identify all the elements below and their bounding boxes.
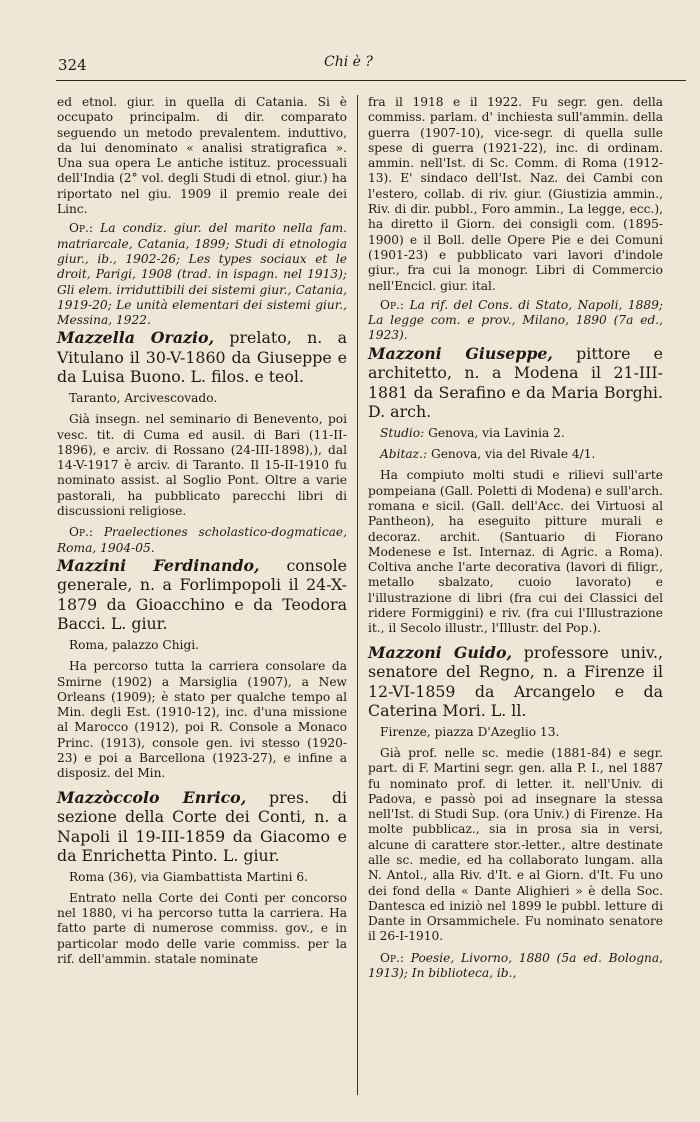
right-column [368,95,663,981]
op-list [57,525,347,556]
entry-heading-mazzoccolo-enrico [57,788,347,866]
entry-name: Mazzella Orazio, [57,328,215,348]
entry-text: Ha percorso tutta la carriera consolare da Smirne (1902) a Marsiglia (1907), a New Orleans (1909); è stato per qualche tempo al Min. degli Est. (1910-12), inc. d'una missione al Marocco (1912), poi R. Console a Monaco Princ. (1913), console gen. ivi stesso (1920-23) e poi a Barcellona (1923-27), e infine a disposiz. del Min. [57,659,347,781]
entry-description: pres. di sezione della Corte dei Conti, n. a Napoli il 19-III-1859 da Giacomo e da Enrichetta Pinto. L. giur. [57,787,348,866]
entry-heading-mazzini-ferdinando [57,556,347,634]
studio-label: Studio: [380,425,425,440]
entry-name: Mazzini Ferdinando, [57,555,260,575]
op-list [368,298,663,344]
entry-continuation-text: ed etnol. giur. in quella di Catania. Si è occupato principalm. di dir. comparato seguendo un metodo prevalentem. induttivo, da lui denominato « analisi stratigrafica ». Una sua opera Le antiche istituz. processuali dell'India (2° vol. degli Studi di etnol. giur.) ha riportato nel giu. 1909 il premio reale dei Linc. [57,95,347,217]
entry-description: console generale, n. a Forlimpopoli il 24-X-1879 da Gioacchino e da Teodora Bacci. L. giur. [57,555,347,634]
op-works: Praelectiones scholastico-dogmaticae, Roma, 1904-05. [57,525,348,555]
op-works: Poesie, Livorno, 1880 (5a ed. Bologna, 1913); In biblioteca, ib., [368,950,664,981]
entry-text: Entrato nella Corte dei Conti per concorso nel 1880, vi ha percorso tutta la carriera. Ha fatto parte di numerose commiss. gov., e in particolar modo delle varie commiss. per la rif. dell'ammin. statale nominate [57,890,347,967]
entry-name: Mazzoni Guido, [368,642,512,662]
entry-address: Taranto, Arcivescovado. [69,390,218,405]
entry-description: prelato, n. a Vitulano il 30-V-1860 da Giuseppe e da Luisa Buono. L. filos. e teol. [57,328,347,387]
op-list [368,951,663,982]
op-works: La condiz. giur. del marito nella fam. matriarcale, Catania, 1899; Studi di etnologia giur., ib., 1902-26; Les types sociaux et le droit, Parigi, 1908 (trad. in ispagn. nel 1913); Gli elem. irriduttibili dei sistemi giur., Catania, 1919-20; Le unità elementari dei sistemi giur., Messina, 1922. [57,221,348,328]
studio-address: Genova, via Lavinia 2. [428,425,565,440]
entry-name: Mazzoni Giuseppe, [368,343,553,363]
page-header [56,52,686,81]
op-label: Op.: [69,221,94,236]
entry-studio [368,426,663,441]
op-list [57,221,347,328]
abitaz-address: Genova, via del Rivale 4/1. [430,447,596,462]
entry-address: Firenze, piazza D'Azeglio 13. [380,724,560,739]
entry-address: Roma (36), via Giambattista Martini 6. [69,869,309,884]
abitaz-label: Abitaz.: [380,447,428,462]
entry-text: Già prof. nelle sc. medie (1881-84) e segr. part. di F. Martini segr. gen. alla P. I., nel 1887 fu nominato prof. di letter. it. nell'Univ. di Padova, e passò poi ad insegnare la stessa nell'Ist. di Studi Sup. (ora Univ.) di Firenze. Ha molte pubblicaz., sia in prosa sia in versi, alcune di carattere stor.-letter., altre destinate alle sc. medie, ed ha collaborato lungam. alla N. Antol., alla Riv. d'It. e al Giorn. d'It. Fu uno dei fond della « Dante Alighieri » è della Soc. Dantesca ed iniziò nel 1899 le pubbl. letture di Dante in Orsammichele. Fu nominato senatore il 26-I-1910. [368,745,663,944]
page-number: 324 [58,56,87,74]
op-label: Op.: [380,950,405,965]
entry-description: professore univ., senatore del Regno, n. a Firenze il 12-VI-1859 da Arcangelo e da Caterina Mori. L. ll. [368,642,663,721]
entry-name: Mazzòccolo Enrico, [57,787,247,807]
entry-abitazione [368,447,663,462]
entry-description: pittore e architetto, n. a Modena il 21-III-1881 da Serafino e da Maria Borghi. D. arch. [368,343,663,422]
entry-heading-mazzoni-guido [368,643,663,721]
op-label: Op.: [380,297,405,312]
op-label: Op.: [69,525,94,540]
entry-heading-mazzoni-giuseppe [368,344,663,422]
entry-text: Ha compiuto molti studi e rilievi sull'arte pompeiana (Gall. Poletti di Modena) e sull'arch. romana e sicil. (Gall. dell'Acc. dei Virtuosi al Pantheon), ha eseguito pitture murali e decoraz. archit. (Santuario di Fiorano Modenese e Ist. Internaz. di Agric. a Roma). Coltiva anche l'arte decorativa (lavori di filigr., metallo sbalzato, cuoio lavorato) e l'illustrazione di libri (fra cui dei Classici del ridere Formiggini) e riv. (fra cui l'Illustrazione it., il Secolo illustr., l'Illustr. del Pop.). [368,468,664,636]
entry-text: Già insegn. nel seminario di Benevento, poi vesc. tit. di Cuma ed ausil. di Bari (11-II-1896), e arciv. di Rossano (24-III-1898),), dal 14-V-1917 è arciv. di Taranto. Il 15-II-1910 fu nominato assist. al Soglio Pont. Oltre a varie pastorali, ha pubblicato parecchi libri di discussioni religiose. [57,412,347,519]
left-column [57,95,347,973]
entry-heading-mazzella-orazio [57,328,347,387]
entry-address: Roma, palazzo Chigi. [69,637,200,652]
entry-continuation-text: fra il 1918 e il 1922. Fu segr. gen. della commiss. parlam. d' inchiesta sull'ammin. della guerra (1907-10), vice-segr. di quella sulle spese di guerra (1921-22), inc. di ordinam. ammin. nell'Ist. di Sc. Comm. di Roma (1912-13). E' sindaco dell'Ist. Naz. dei Cambi con l'estero, collab. di riv. giur. (Giustizia ammin., Riv. di dir. pubbl., Foro ammin., La legge, ecc.), ha diretto il Giorn. dei consigli com. (1895-1900) e il Boll. delle Opere Pie e dei Comuni (1901-23) e pubblicato vari lavori d'indole giur., fra cui la monogr. Libri di Commercio nell'Encicl. giur. ital. [368,95,663,293]
running-title: Chi è ? [324,54,373,70]
column-divider [357,95,358,1095]
op-works: La rif. del Cons. di Stato, Napoli, 1889; La legge com. e prov., Milano, 1890 (7a ed., 1923). [368,297,664,343]
